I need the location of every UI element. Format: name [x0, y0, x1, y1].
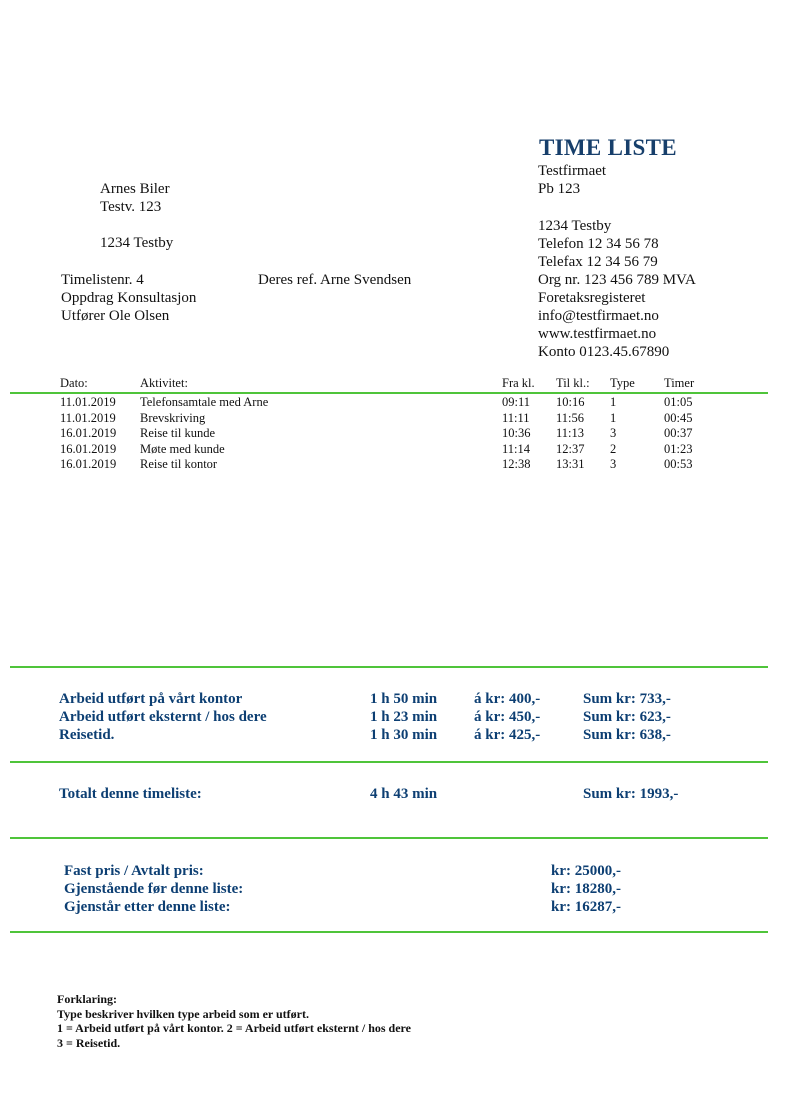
- timeliste-number: Timelistenr. 4: [61, 272, 144, 288]
- legend-title: Forklaring:: [57, 992, 117, 1006]
- price-value: kr: 18280,-: [551, 881, 621, 897]
- summary-label: Arbeid utført eksternt / hos dere: [59, 709, 267, 725]
- table-cell-hours: 00:53: [664, 457, 693, 471]
- recipient-address: [100, 180, 170, 216]
- table-cell-activity: Brevskriving: [140, 410, 206, 425]
- total-sum: Sum kr: 1993,-: [583, 786, 679, 802]
- price-label: Fast pris / Avtalt pris:: [64, 863, 204, 879]
- company-city: 1234 Testby: [538, 218, 612, 234]
- table-cell-activity: Reise til kunde: [140, 426, 215, 440]
- summary-rate: á kr: 450,-: [474, 709, 541, 725]
- column-header-from: Fra kl.: [502, 376, 535, 390]
- table-cell-hours: 00:37: [664, 426, 693, 440]
- table-cell-to: 12:37: [556, 441, 585, 456]
- price-value: kr: 16287,-: [551, 899, 621, 915]
- table-cell-to: 11:13: [556, 426, 585, 440]
- performer: Utfører Ole Olsen: [61, 308, 170, 324]
- table-cell-type: 1: [610, 410, 617, 425]
- company-fax: Telefax 12 34 56 79: [538, 254, 658, 270]
- company-account: Konto 0123.45.67890: [538, 344, 670, 360]
- company-website: www.testfirmaet.no: [538, 326, 657, 342]
- total-label: Totalt denne timeliste:: [59, 786, 202, 802]
- summary-sum: Sum kr: 623,-: [583, 709, 671, 725]
- table-cell-from: 10:36: [502, 426, 531, 440]
- summary-sum: Sum kr: 638,-: [583, 727, 671, 743]
- summary-rate: á kr: 400,-: [474, 691, 541, 707]
- divider: [10, 666, 768, 668]
- column-header-hours: Timer: [664, 376, 695, 390]
- company-details: [538, 217, 696, 361]
- table-cell-to: 13:31: [556, 457, 585, 471]
- summary-rate: á kr: 425,-: [474, 727, 541, 743]
- legend-line: 3 = Reisetid.: [57, 1035, 121, 1050]
- company-address: [538, 162, 606, 198]
- column-header-to: Til kl.:: [556, 376, 590, 390]
- table-cell-hours: 00:45: [664, 410, 693, 425]
- summary-time: 1 h 23 min: [370, 709, 438, 725]
- table-cell-activity: Telefonsamtale med Arne: [140, 395, 269, 409]
- company-name: Testfirmaet: [538, 163, 607, 179]
- table-cell-date: 11.01.2019: [60, 410, 116, 425]
- summary-sum: Sum kr: 733,-: [583, 691, 671, 707]
- table-cell-date: 16.01.2019: [60, 426, 117, 440]
- your-reference: Deres ref. Arne Svendsen: [258, 272, 412, 288]
- summary-time: 1 h 50 min: [370, 691, 438, 707]
- table-cell-date: 16.01.2019: [60, 441, 117, 456]
- recipient-name: Arnes Biler: [100, 181, 170, 197]
- summary-label: Arbeid utført på vårt kontor: [59, 691, 243, 707]
- column-header-activity: Aktivitet:: [140, 376, 188, 390]
- table-cell-activity: Reise til kontor: [140, 457, 218, 471]
- divider: [10, 392, 768, 394]
- table-cell-to: 11:56: [556, 410, 585, 425]
- price-label: Gjenstår etter denne liste:: [64, 899, 231, 915]
- legend-line: Type beskriver hvilken type arbeid som er utført.: [57, 1006, 309, 1021]
- divider: [10, 837, 768, 839]
- table-cell-activity: Møte med kunde: [140, 441, 225, 456]
- table-cell-type: 3: [610, 457, 617, 471]
- company-register: Foretaksregisteret: [538, 290, 646, 306]
- recipient-city: 1234 Testby: [100, 235, 174, 251]
- total-time: 4 h 43 min: [370, 786, 438, 802]
- document-title: TIME LISTE: [539, 135, 677, 160]
- column-header-date: Dato:: [60, 376, 88, 390]
- table-cell-hours: 01:05: [664, 395, 693, 409]
- table-cell-to: 10:16: [556, 395, 585, 409]
- divider: [10, 931, 768, 933]
- company-email: info@testfirmaet.no: [538, 308, 659, 324]
- meta-info: [61, 271, 196, 325]
- table-cell-date: 11.01.2019: [60, 395, 116, 409]
- table-cell-from: 09:11: [502, 395, 531, 409]
- company-org-nr: Org nr. 123 456 789 MVA: [538, 272, 696, 288]
- table-cell-date: 16.01.2019: [60, 457, 117, 471]
- table-cell-type: 1: [610, 395, 617, 409]
- table-cell-from: 12:38: [502, 457, 531, 471]
- table-cell-type: 2: [610, 441, 617, 456]
- legend: [57, 992, 411, 1050]
- assignment: Oppdrag Konsultasjon: [61, 290, 197, 306]
- table-cell-type: 3: [610, 426, 617, 440]
- table-cell-from: 11:14: [502, 441, 531, 456]
- summary-label: Reisetid.: [59, 727, 115, 743]
- table-cell-from: 11:11: [502, 410, 530, 425]
- summary-time: 1 h 30 min: [370, 727, 438, 743]
- legend-line: 1 = Arbeid utført på vårt kontor. 2 = Arbeid utført eksternt / hos dere: [57, 1021, 411, 1035]
- table-cell-hours: 01:23: [664, 441, 693, 456]
- divider: [10, 761, 768, 763]
- recipient-street: Testv. 123: [100, 199, 162, 215]
- column-header-type: Type: [610, 376, 635, 390]
- company-phone: Telefon 12 34 56 78: [538, 236, 659, 252]
- company-po-box: Pb 123: [538, 181, 581, 197]
- price-label: Gjenstående før denne liste:: [64, 881, 244, 897]
- price-value: kr: 25000,-: [551, 863, 621, 879]
